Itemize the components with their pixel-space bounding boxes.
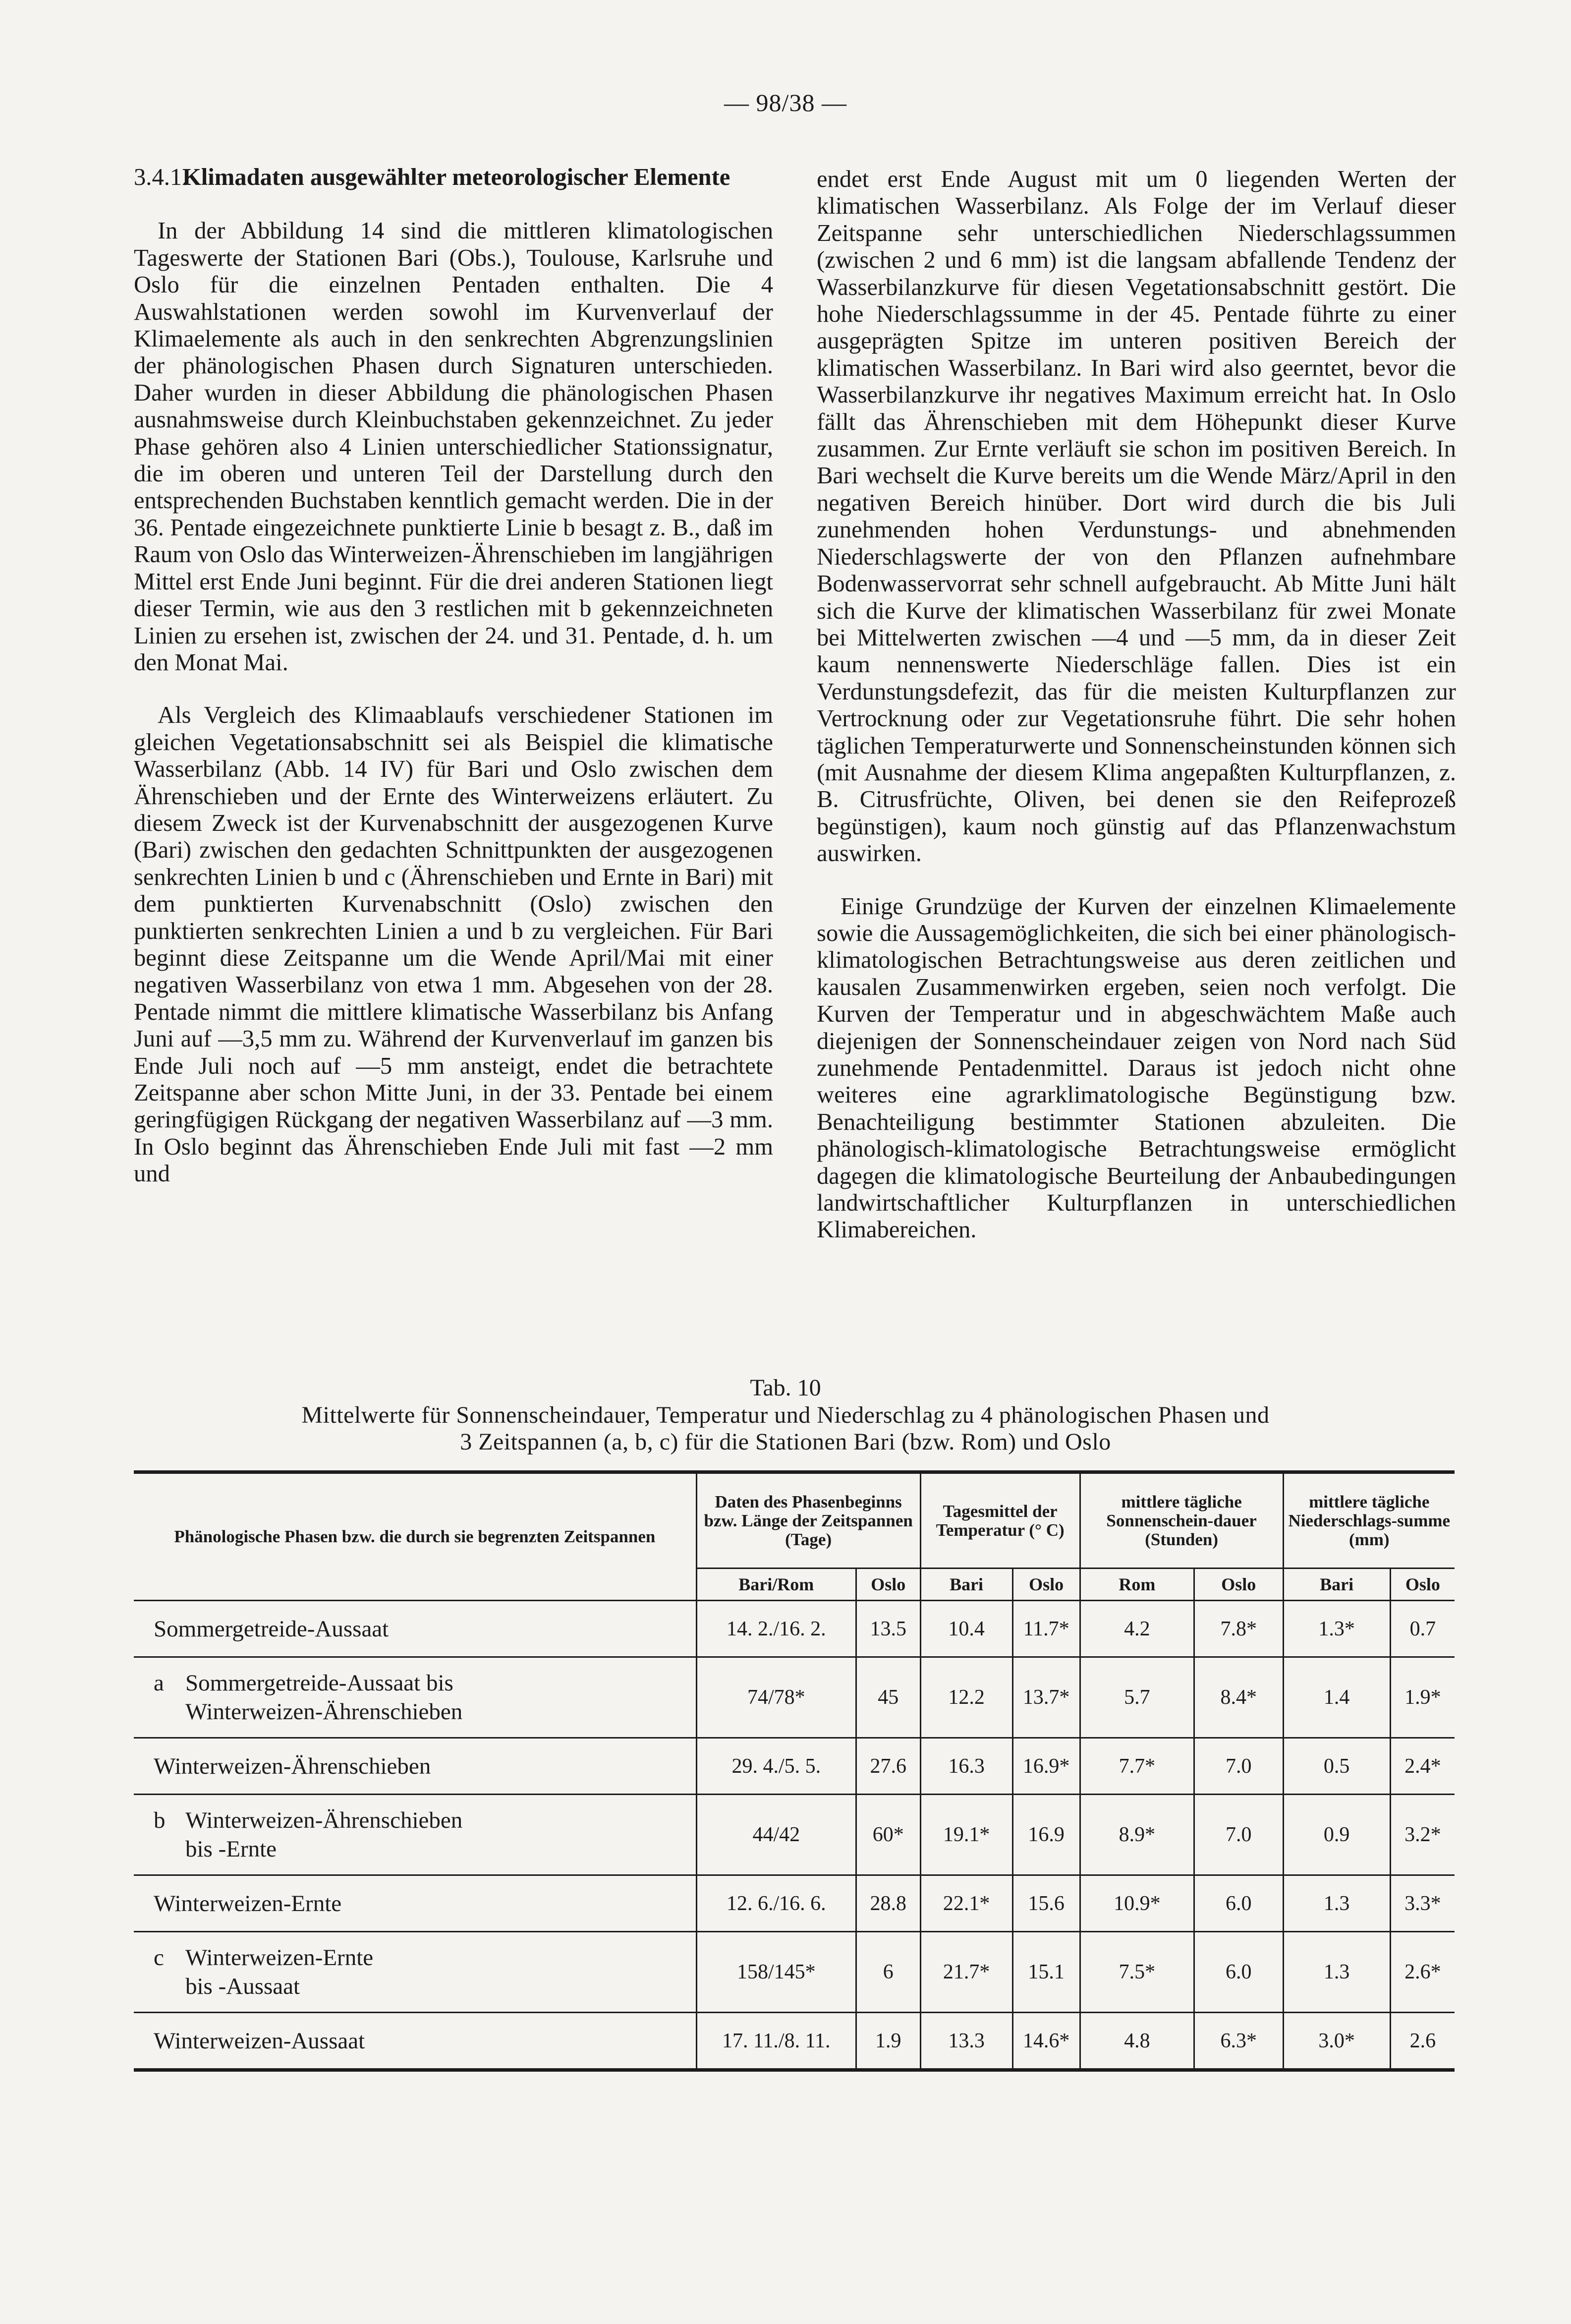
table-cell: 0.5 (1283, 1738, 1390, 1795)
right-column (817, 166, 1456, 1269)
table-cell: 4.2 (1080, 1601, 1194, 1657)
phase-cell (134, 2013, 696, 2070)
table-cell: 45 (856, 1657, 920, 1738)
phase-cell (134, 1875, 696, 1932)
table-row (134, 1795, 1455, 1875)
page-number: — 98/38 — (724, 89, 847, 116)
table-cell: 13.5 (856, 1601, 920, 1657)
phase-cell (134, 1795, 696, 1875)
phase-name: Winterweizen-Ährenschieben (185, 1807, 463, 1833)
table-cell: 6.0 (1194, 1875, 1283, 1932)
table-number: Tab. 10 (750, 1375, 821, 1401)
section-heading (134, 164, 773, 190)
table-cell: 44/42 (696, 1795, 856, 1875)
phase-cell (134, 1738, 696, 1795)
subheader-cell: Bari (920, 1569, 1012, 1601)
paragraph: endet erst Ende August mit um 0 liegenden Werten der klimatischen Wasserbilanz. Als Folge der im Verlauf dieser Zeitspanne sehr unterschiedlichen Niederschlagssummen (zwischen 2 und 6 mm) ist die langsam abfallende Tendenz der Wasserbilanzkurve für diesen Vegetationsabschnitt gestört. Die hohe Niederschlagssumme in der 45. Pentade führte zu einer ausgeprägten Spitze im unteren positiven Bereich der klimatischen Wasserbilanz. In Bari wird also geerntet, bevor die Wasserbilanzkurve ihr negatives Maximum erreicht hat. In Oslo fällt das Ährenschieben mit dem Höhepunkt dieser Kurve zusammen. Zur Ernte verläuft sie schon im positiven Bereich. In Bari wechselt die Kurve bereits um die Wende März/April in den negativen Bereich hinüber. Dort wird durch die bis Juli zunehmenden hohen Verdunstungs- und abnehmenden Niederschlagswerte der von den Pflanzen aufnehmbare Bodenwasservorrat sehr schnell aufgebraucht. Ab Mitte Juni hält sich die Kurve der klimatischen Wasserbilanz für zwei Monate bei Mittelwerten zwischen —4 und —5 mm, da in dieser Zeit kaum nennenswerte Niederschläge fallen. Dies ist ein Verdunstungsdefezit, das für die meisten Kulturpflanzen zur Vertrocknung oder zur Vegetationsruhe führt. Die sehr hohen täglichen Temperaturwerte und Sonnenscheinstunden können sich (mit Ausnahme der diesem Klima angepaßten Kulturpflanzen, z. B. Citrusfrüchte, Oliven, bei denen sie den Reifeprozeß begünstigen), kaum noch günstig auf das Pflanzenwachstum auswirken. (817, 166, 1456, 867)
phase-name-cont: Winterweizen-Ährenschieben (185, 1699, 463, 1725)
data-table (134, 1470, 1455, 2072)
table-cell: 1.3* (1283, 1601, 1390, 1657)
table-row (134, 1601, 1455, 1657)
table-cell: 22.1* (920, 1875, 1012, 1932)
table-cell: 74/78* (696, 1657, 856, 1738)
table-cell: 10.9* (1080, 1875, 1194, 1932)
phase-label: a (154, 1670, 164, 1696)
table-cell: 2.6* (1390, 1932, 1455, 2013)
subheader-cell: Rom (1080, 1569, 1194, 1601)
table-cell: 6 (856, 1932, 920, 2013)
table-row (134, 1875, 1455, 1932)
phase-cell (134, 1657, 696, 1738)
table-cell: 1.9 (856, 2013, 920, 2070)
phase-name: Winterweizen-Ernte (154, 1890, 342, 1917)
table-cell: 17. 11./8. 11. (696, 2013, 856, 2070)
table-cell: 7.0 (1194, 1795, 1283, 1875)
phase-name: Winterweizen-Ährenschieben (154, 1753, 431, 1779)
table-cell: 7.7* (1080, 1738, 1194, 1795)
table-cell: 21.7* (920, 1932, 1012, 2013)
table-cell: 0.9 (1283, 1795, 1390, 1875)
table-row (134, 2013, 1455, 2070)
table-cell: 19.1* (920, 1795, 1012, 1875)
table-cell: 27.6 (856, 1738, 920, 1795)
table-cell: 4.8 (1080, 2013, 1194, 2070)
table-cell: 13.7* (1012, 1657, 1080, 1738)
section-number: 3.4.1. (134, 164, 188, 190)
phase-name-cont: bis -Ernte (185, 1836, 277, 1862)
table-cell: 7.0 (1194, 1738, 1283, 1795)
table-cell: 3.2* (1390, 1795, 1455, 1875)
table-row (134, 1932, 1455, 2013)
table-cell: 14.6* (1012, 2013, 1080, 2070)
table-cell: 11.7* (1012, 1601, 1080, 1657)
subheader-cell: Oslo (1390, 1569, 1455, 1601)
phase-cell (134, 1932, 696, 2013)
table-cell: 3.0* (1283, 2013, 1390, 2070)
table-cell: 8.4* (1194, 1657, 1283, 1738)
subheader-cell: Bari (1283, 1569, 1390, 1601)
table-cell: 13.3 (920, 2013, 1012, 2070)
table-cell: 60* (856, 1795, 920, 1875)
header-precipitation: mittlere tägliche Niederschlags-summe (mm) (1283, 1472, 1455, 1569)
table-row (134, 1657, 1455, 1738)
phase-name-cont: bis -Aussaat (185, 1974, 300, 1999)
table-cell: 7.5* (1080, 1932, 1194, 2013)
table-cell: 12.2 (920, 1657, 1012, 1738)
subheader-cell: Oslo (1012, 1569, 1080, 1601)
table-caption-line: Mittelwerte für Sonnenscheindauer, Temperatur und Niederschlag zu 4 phänologischen Phasen und (301, 1402, 1270, 1428)
table-cell: 2.4* (1390, 1738, 1455, 1795)
table-cell: 16.9 (1012, 1795, 1080, 1875)
table-cell: 0.7 (1390, 1601, 1455, 1657)
paragraph: Einige Grundzüge der Kurven der einzelnen Klimaelemente sowie die Aussagemöglichkeiten, die sich bei einer phänologisch-klimatologischen Betrachtungsweise aus deren zeitlichen und kausalen Zusammenwirken ergeben, seien noch verfolgt. Die Kurven der Temperatur und in abgeschwächtem Maße auch diejenigen der Sonnenscheindauer zeigen von Nord nach Süd zunehmende Pentadenmittel. Daraus ist jedoch nicht ohne weiteres eine agrarklimatologische Begünstigung bzw. Benachteiligung bestimmter Stationen abzuleiten. Die phänologisch-klimatologische Betrachtungsweise ermöglicht dagegen die klimatologische Beurteilung der Anbaubedingungen landwirtschaftlicher Kulturpflanzen in unterschiedlichen Klimabereichen. (817, 892, 1456, 1243)
table-cell: 7.8* (1194, 1601, 1283, 1657)
phase-label: b (154, 1807, 166, 1833)
table-cell: 16.9* (1012, 1738, 1080, 1795)
table-row (134, 1738, 1455, 1795)
header-dates: Daten des Phasenbeginns bzw. Länge der Zeitspannen (Tage) (696, 1472, 920, 1569)
table-cell: 158/145* (696, 1932, 856, 2013)
table-caption (149, 1402, 1422, 1455)
phase-name: Sommergetreide-Aussaat bis (185, 1670, 453, 1696)
table-cell: 1.3 (1283, 1875, 1390, 1932)
subheader-cell: Oslo (856, 1569, 920, 1601)
table-cell: 12. 6./16. 6. (696, 1875, 856, 1932)
phase-name: Winterweizen-Aussaat (154, 2028, 365, 2054)
left-column (134, 164, 773, 1213)
paragraph: Als Vergleich des Klimaablaufs verschiedener Stationen im gleichen Vegetationsabschnitt sei als Beispiel die klimatische Wasserbilanz (Abb. 14 IV) für Bari und Oslo zwischen dem Ährenschieben und der Ernte des Winterweizens erläutert. Zu diesem Zweck ist der Kurvenabschnitt der ausgezogenen Kurve (Bari) zwischen den gedachten Schnittpunkten der ausgezogenen senkrechten Linien b und c (Ährenschieben und Ernte in Bari) mit dem punktierten Kurvenabschnitt (Oslo) zwischen den punktierten senkrechten Linien a und b zu vergleichen. Für Bari beginnt diese Zeitspanne um die Wende April/Mai mit einer negativen Wasserbilanz von etwa 1 mm. Abgesehen von der 28. Pentade nimmt die mittlere klimatische Wasserbilanz bis Anfang Juni auf —3,5 mm zu. Während der Kurvenverlauf im ganzen bis Ende Juli noch auf —5 mm ansteigt, endet die betrachtete Zeitspanne aber schon Mitte Juni, in der 33. Pentade bei einem geringfügigen Rückgang der negativen Wasserbilanz auf —3 mm. In Oslo beginnt das Ährenschieben Ende Juli mit fast —2 mm und (134, 701, 773, 1187)
table-cell: 2.6 (1390, 2013, 1455, 2070)
subheader-cell: Bari/Rom (696, 1569, 856, 1601)
table-cell: 15.1 (1012, 1932, 1080, 2013)
header-phase: Phänologische Phasen bzw. die durch sie begrenzten Zeitspannen (134, 1472, 696, 1601)
phase-name: Winterweizen-Ernte (185, 1945, 374, 1971)
table-cell: 28.8 (856, 1875, 920, 1932)
phase-name: Sommergetreide-Aussaat (154, 1616, 389, 1642)
table-cell: 14. 2./16. 2. (696, 1601, 856, 1657)
subheader-cell: Oslo (1194, 1569, 1283, 1601)
table-cell: 1.4 (1283, 1657, 1390, 1738)
table-cell: 1.9* (1390, 1657, 1455, 1738)
table-cell: 6.0 (1194, 1932, 1283, 2013)
table-cell: 6.3* (1194, 2013, 1283, 2070)
table-cell: 3.3* (1390, 1875, 1455, 1932)
table-cell: 16.3 (920, 1738, 1012, 1795)
section-title: Klimadaten ausgewählter meteorologischer Elemente (182, 164, 730, 190)
table-cell: 5.7 (1080, 1657, 1194, 1738)
table-caption-line: 3 Zeitspannen (a, b, c) für die Stationen Bari (bzw. Rom) und Oslo (460, 1429, 1111, 1455)
phase-cell (134, 1601, 696, 1657)
table-cell: 10.4 (920, 1601, 1012, 1657)
header-temperature: Tagesmittel der Temperatur (° C) (920, 1472, 1080, 1569)
header-sunshine: mittlere tägliche Sonnenschein-dauer (Stunden) (1080, 1472, 1283, 1569)
table-cell: 29. 4./5. 5. (696, 1738, 856, 1795)
phase-label: c (154, 1945, 164, 1971)
table-cell: 1.3 (1283, 1932, 1390, 2013)
table-cell: 8.9* (1080, 1795, 1194, 1875)
paragraph: In der Abbildung 14 sind die mittleren klimatologischen Tageswerte der Stationen Bari (Obs.), Toulouse, Karlsruhe und Oslo für die einzelnen Pentaden enthalten. Die 4 Auswahlstationen werden sowohl im Kurvenverlauf der Klimaelemente als auch in den senkrechten Abgrenzungslinien der phänologischen Phasen durch Signaturen unterschieden. Daher wurden in dieser Abbildung die phänologischen Phasen ausnahmsweise durch Kleinbuchstaben gekennzeichnet. Zu jeder Phase gehören also 4 Linien unterschiedlicher Stationssignatur, die im oberen und unteren Teil der Darstellung durch den entsprechenden Buchstaben kenntlich gemacht werden. Die in der 36. Pentade eingezeichnete punktierte Linie b besagt z. B., daß im Raum von Oslo das Winterweizen-Ährenschieben im langjährigen Mittel erst Ende Juni beginnt. Für die drei anderen Stationen liegt dieser Termin, wie aus den 3 restlichen mit b gekennzeichneten Linien zu ersehen ist, zwischen der 24. und 31. Pentade, d. h. um den Monat Mai. (134, 217, 773, 676)
table-cell: 15.6 (1012, 1875, 1080, 1932)
